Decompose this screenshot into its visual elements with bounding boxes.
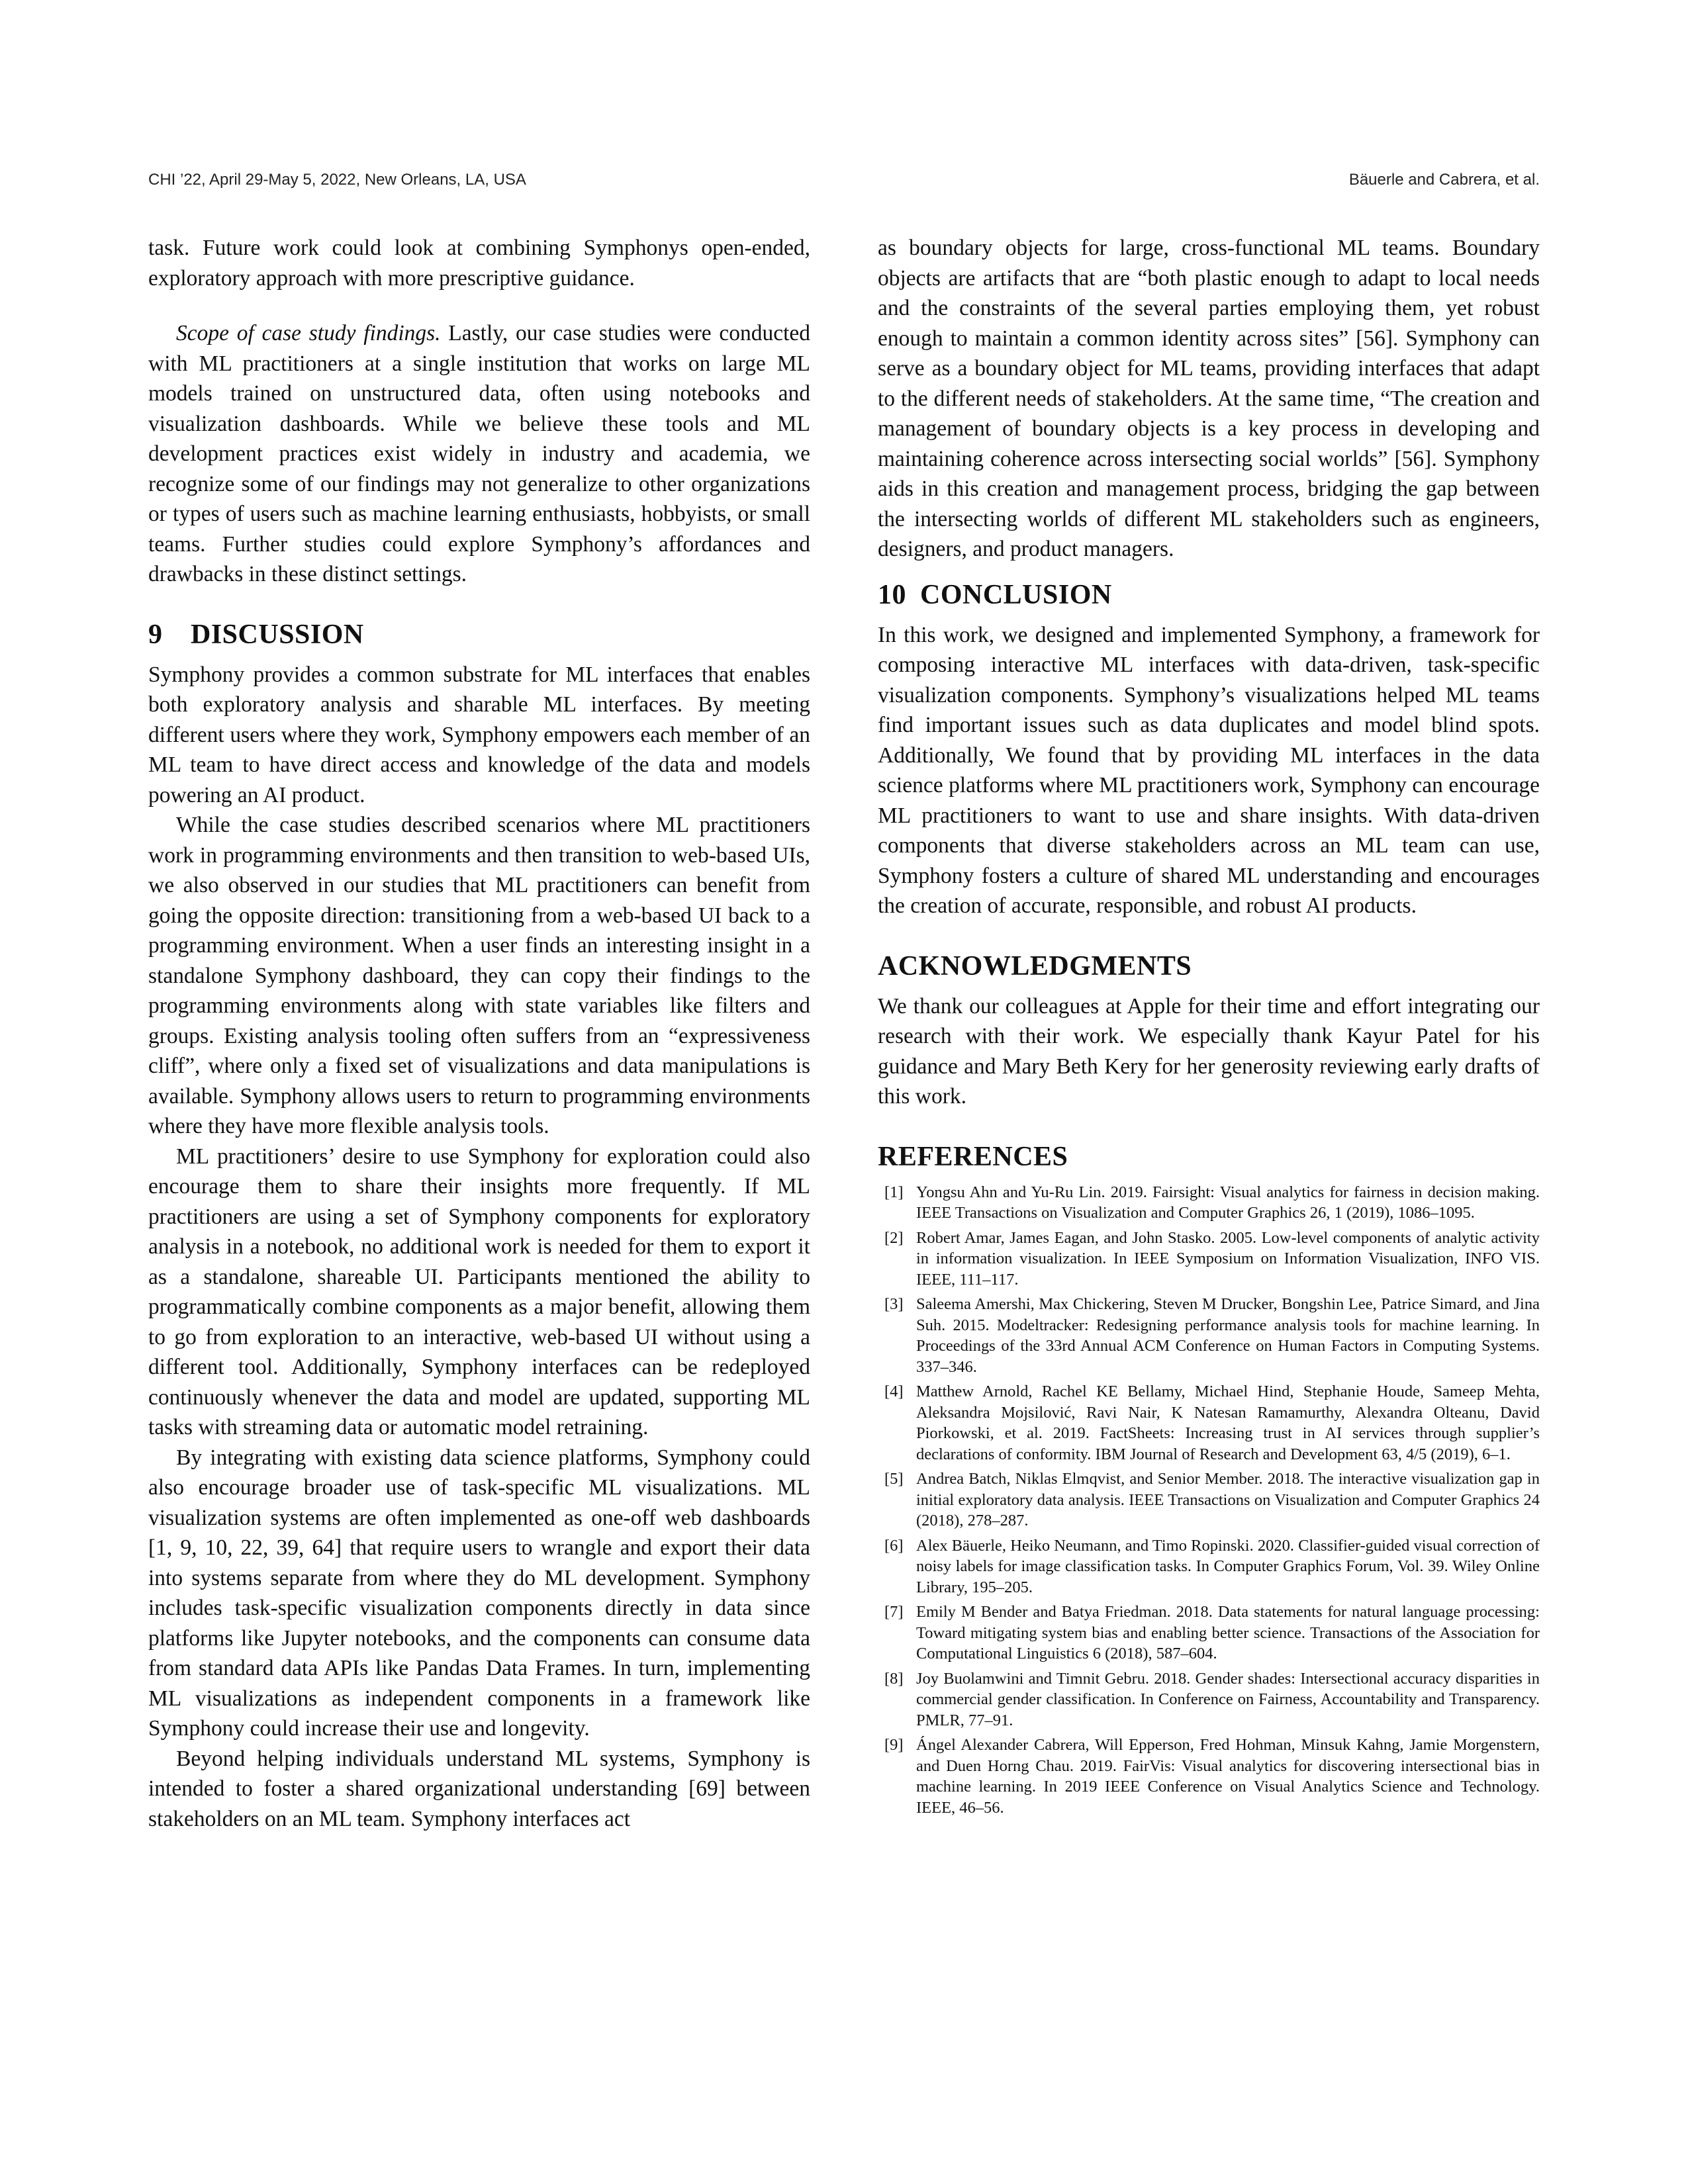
reference-item: [878, 1381, 1540, 1465]
discussion-paragraph: Beyond helping individuals understand ML systems, Symphony is intended to foster a shared organizational understanding [69] between stakeholders on an ML team. Symphony interfaces act: [148, 1746, 810, 1831]
reference-text: Emily M Bender and Batya Friedman. 2018. Data statements for natural language processing: Toward mitigating system bias and enabling better science. Transactions of the Association for Computational Linguistics 6 (2018), 587–604.: [916, 1603, 1540, 1662]
right-column: [878, 233, 1540, 1822]
reference-item: [878, 1228, 1540, 1291]
reference-item: [878, 1182, 1540, 1224]
acknowledgments-paragraph: We thank our colleagues at Apple for their time and effort integrating our research with their work. We especially thank Kayur Patel for his guidance and Mary Beth Kery for her generosity reviewing early drafts of this work.: [878, 993, 1540, 1109]
reference-item: [878, 1668, 1540, 1731]
section-title: CONCLUSION: [920, 579, 1112, 610]
section-heading-acknowledgments: ACKNOWLEDGMENTS: [878, 950, 1192, 981]
conclusion-paragraph: In this work, we designed and implemented Symphony, a framework for composing interactive ML interfaces with data-driven, task-specific visualization components. Symphony’s visualizations helped ML teams find important issues such as data duplicates and model blind spots. Additionally, We found that by providing ML interfaces in the data science platforms where ML practitioners work, Symphony can encourage ML practitioners to want to use and share insights. With data-driven components that diverse stakeholders across an ML team can use, Symphony fosters a culture of shared ML understanding and encourages the creation of accurate, responsible, and robust AI products.: [878, 622, 1540, 918]
scope-text: Lastly, our case studies were conducted with ML practitioners at a single institution that works on large ML models trained on unstructured data, often using notebooks and visualization dashboards. While we believe these tools and ML development practices exist widely in industry and academia, we recognize some of our findings may not generalize to other organizations or types of users such as machine learning enthusiasts, hobbyists, or small teams. Further studies could explore Symphony’s affordances and drawbacks in these distinct settings.: [148, 321, 810, 586]
discussion-paragraph: By integrating with existing data science platforms, Symphony could also encourage broader use of task-specific ML visualizations. ML visualization systems are often implemented as one-off web dashboards [1, 9, 10, 22, 39, 64] that require users to wrangle and export their data into systems separate from where they do ML development. Symphony includes task-specific visualization components directly in data since platforms like Jupyter notebooks, and the components can consume data from standard data APIs like Pandas Data Frames. In turn, implementing ML visualizations as independent components in a framework like Symphony could increase their use and longevity.: [148, 1445, 810, 1741]
discussion-paragraph: While the case studies described scenarios where ML practitioners work in programming environments and then transition to web-based UIs, we also observed in our studies that ML practitioners can benefit from going the opposite direction: transitioning from a web-based UI back to a programming environment. When a user finds an interesting insight in a standalone Symphony dashboard, they can copy their findings to the programming environments along with state variables like filters and groups. Existing analysis tooling often suffers from an “expressiveness cliff”, where only a fixed set of visualizations and data manipulations is available. Symphony allows users to return to programming environments where they have more flexible analysis tools.: [148, 813, 810, 1138]
section-heading-references: REFERENCES: [878, 1141, 1068, 1172]
reference-text: Matthew Arnold, Rachel KE Bellamy, Michael Hind, Stephanie Houde, Sameep Mehta, Aleksandra Mojsilović, Ravi Nair, K Natesan Ramamurthy, Alexandra Olteanu, David Piorkowski, et al. 2019. FactSheets: Increasing trust in AI services through supplier’s declarations of conformity. IBM Journal of Research and Development 63, 4/5 (2019), 6–1.: [916, 1383, 1540, 1463]
running-head-venue: CHI ’22, April 29-May 5, 2022, New Orleans, LA, USA: [148, 171, 526, 189]
reference-item: [878, 1735, 1540, 1818]
running-head-authors: Bäuerle and Cabrera, et al.: [1348, 171, 1540, 189]
section-title: DISCUSSION: [191, 619, 364, 650]
paragraph-scope: [148, 318, 810, 590]
reference-text: Joy Buolamwini and Timnit Gebru. 2018. Gender shades: Intersectional accuracy disparities in commercial gender classification. In Conference on Fairness, Accountability and Transparency. PMLR, 77–91.: [916, 1669, 1540, 1729]
reference-text: Andrea Batch, Niklas Elmqvist, and Senior Member. 2018. The interactive visualization gap in initial exploratory data analysis. IEEE Transactions on Visualization and Computer Graphics 24 (2018), 278–287.: [916, 1470, 1540, 1529]
reference-number: [1]: [884, 1183, 904, 1201]
reference-item: [878, 1469, 1540, 1531]
reference-number: [9]: [884, 1736, 904, 1754]
reference-text: Robert Amar, James Eagan, and John Stasko. 2005. Low-level components of analytic activity in information visualization. In IEEE Symposium on Information Visualization, INFO VIS. IEEE, 111–117.: [916, 1228, 1540, 1289]
discussion-paragraph: Symphony provides a common substrate for ML interfaces that enables both exploratory analysis and sharable ML interfaces. By meeting different users where they work, Symphony empowers each member of an ML team to have direct access and knowledge of the data and models powering an AI product.: [148, 662, 810, 807]
reference-text: Saleema Amershi, Max Chickering, Steven M Drucker, Bongshin Lee, Patrice Simard, and Jina Suh. 2015. Modeltracker: Redesigning performance analysis tools for machine learning. In Proceedings of the 33rd Annual ACM Conference on Human Factors in Computing Systems. 337–346.: [916, 1295, 1540, 1376]
reference-item: [878, 1535, 1540, 1598]
reference-number: [5]: [884, 1470, 904, 1488]
boundary-objects-paragraph: as boundary objects for large, cross-functional ML teams. Boundary objects are artifacts that are “both plastic enough to adapt to local needs and the constraints of the several parties employing them, yet robust enough to maintain a common identity across sites” [56]. Symphony can serve as a boundary object for ML teams, providing interfaces that adapt to the different needs of stakeholders. At the same time, “The creation and management of boundary objects is a key process in developing and maintaining coherence across intersecting social worlds” [56]. Symphony aids in this creation and management process, bridging the gap between the intersecting worlds of different ML stakeholders such as engineers, designers, and product managers.: [878, 236, 1540, 561]
reference-number: [3]: [884, 1295, 904, 1313]
reference-number: [8]: [884, 1669, 904, 1688]
reference-item: [878, 1294, 1540, 1377]
reference-number: [7]: [884, 1603, 904, 1621]
left-column: [148, 233, 810, 1834]
section-number: 10: [878, 579, 906, 610]
reference-number: [4]: [884, 1383, 904, 1400]
section-heading-discussion: [148, 619, 810, 651]
reference-list: [878, 1182, 1540, 1819]
running-head: [148, 171, 1540, 193]
scope-run-in-heading: Scope of case study findings.: [176, 321, 441, 345]
discussion-paragraph: ML practitioners’ desire to use Symphony for exploration could also encourage them to share their insights more frequently. If ML practitioners are using a set of Symphony components for exploratory analysis in a notebook, no additional work is needed for them to export it as a standalone, shareable UI. Participants mentioned the ability to programmatically combine components as a major benefit, allowing them to go from exploration to an interactive, web-based UI without using a different tool. Additionally, Symphony interfaces can be redeployed continuously whenever the data and model are updated, supporting ML tasks with streaming data or automatic model retraining.: [148, 1144, 810, 1439]
reference-item: [878, 1602, 1540, 1664]
reference-number: [2]: [884, 1228, 904, 1247]
paragraph-task: task. Future work could look at combining Symphonys open-ended, exploratory approach with more prescriptive guidance.: [148, 236, 810, 291]
section-number: 9: [148, 619, 163, 650]
reference-number: [6]: [884, 1536, 904, 1555]
reference-text: Yongsu Ahn and Yu-Ru Lin. 2019. Fairsight: Visual analytics for fairness in decision making. IEEE Transactions on Visualization and Computer Graphics 26, 1 (2019), 1086–1095.: [916, 1183, 1540, 1222]
reference-text: Ángel Alexander Cabrera, Will Epperson, Fred Hohman, Minsuk Kahng, Jamie Morgenstern, and Duen Horng Chau. 2019. FairVis: Visual analytics for discovering intersectional bias in machine learning. In 2019 IEEE Conference on Visual Analytics Science and Technology. IEEE, 46–56.: [916, 1736, 1540, 1817]
section-heading-conclusion: [878, 579, 1540, 611]
reference-text: Alex Bäuerle, Heiko Neumann, and Timo Ropinski. 2020. Classifier-guided visual correction of noisy labels for image classification tasks. In Computer Graphics Forum, Vol. 39. Wiley Online Library, 195–205.: [916, 1536, 1540, 1596]
